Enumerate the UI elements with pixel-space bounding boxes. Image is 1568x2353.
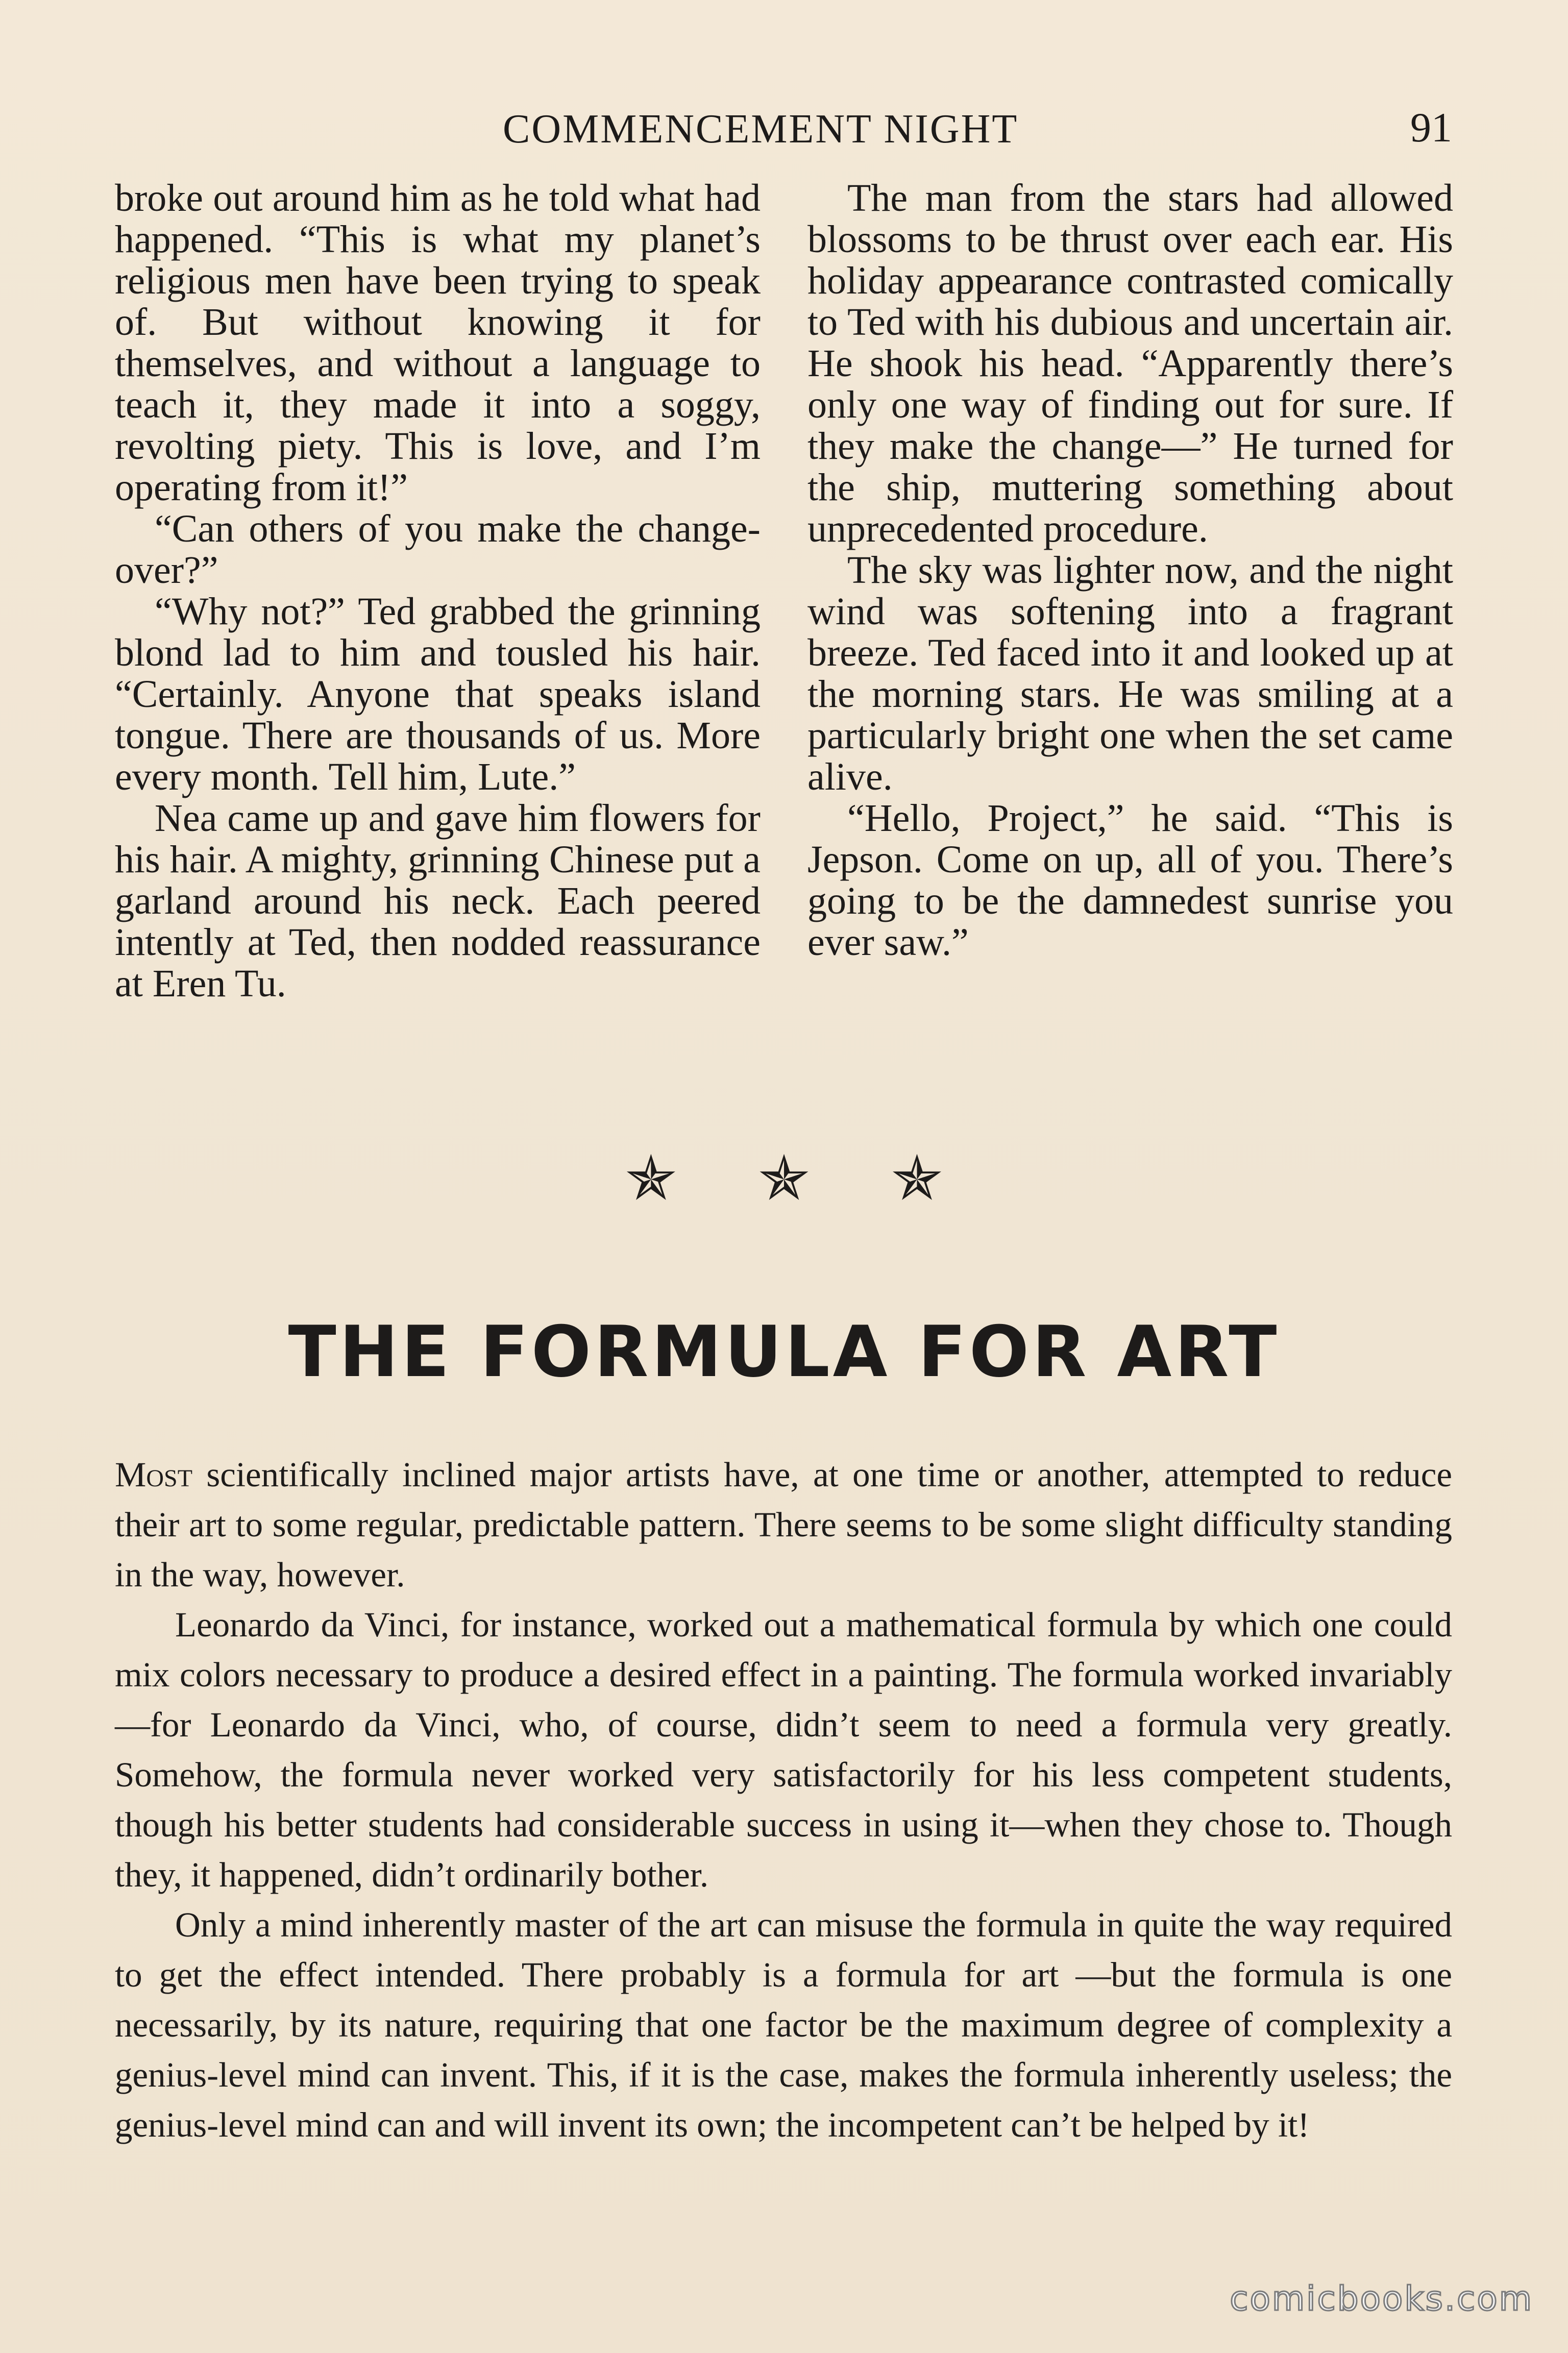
story-paragraph: broke out around him as he told what had happened. “This is what my planet’s religious men have been trying to speak of. But without knowing it for themselves, and without a language to teach it, they made it into a soggy, revolting piety. This is love, and I’m operating from it!” <box>115 177 761 509</box>
page-number: 91 <box>1410 104 1452 151</box>
star-icon: ✯ <box>891 1143 943 1214</box>
page-header <box>115 105 1452 161</box>
lead-word: Most <box>115 1455 193 1494</box>
site-watermark: comicbooks.com <box>1230 2279 1533 2318</box>
story-paragraph: The sky was lighter now, and the night wind was softening into a fragrant breeze. Ted faced into it and looked up at the morning stars. He was smiling at a particularly bright one when the set came alive. <box>807 549 1453 798</box>
article-paragraph: Leonardo da Vinci, for instance, worked out a mathematical formula by which one could mix colors necessary to produce a desired effect in a painting. The formula worked invariably—for Leonardo da Vinci, who, of course, didn’t seem to need a formula very greatly. Somehow, the formula never worked very satisfactorily for his less competent students, though his better students had considerable success in using it—when they chose to. Though they, it happened, didn’t ordinarily bother. <box>115 1605 1452 1894</box>
story-paragraph: “Can others of you make the change-over?” <box>115 507 761 592</box>
article-paragraph: Only a mind inherently master of the art can misuse the formula in quite the way required to get the effect intended. There probably is a formula for art —but the formula is one necessarily, by its nature, requiring that one factor be the maximum degree of complexity a genius-level mind can invent. This, if it is the case, makes the formula inherently useless; the genius-level mind can and will invent its own; the incompetent can’t be helped by it! <box>115 1905 1452 2144</box>
story-paragraph: “Why not?” Ted grabbed the grinning blond lad to him and tousled his hair. “Certainly. Anyone that speaks island tongue. There are thousands of us. More every month. Tell him, Lute.” <box>115 590 761 798</box>
lead-text: scientifically inclined major artists have, at one time or another, attempted to reduce their art to some regular, predictable pattern. There seems to be some slight difficulty standing in the way, however. <box>115 1455 1452 1594</box>
article-lead-paragraph <box>115 1450 1452 1600</box>
story-paragraph: The man from the stars had allowed blossoms to be thrust over each ear. His holiday appearance contrasted comically to Ted with his dubious and uncertain air. He shook his head. “Apparently there’s only one way of finding out for sure. If they make the change—” He turned for the ship, muttering something about unprecedented procedure. <box>807 177 1453 550</box>
story-paragraph: “Hello, Project,” he said. “This is Jepson. Come on up, all of you. There’s going to be the damnedest sunrise you ever saw.” <box>807 797 1453 964</box>
section-divider <box>0 1143 1568 1214</box>
star-icon: ✯ <box>758 1143 810 1214</box>
story-right-column <box>807 178 1453 963</box>
article-body <box>115 1450 1452 2150</box>
story-left-column <box>115 178 761 1004</box>
article-title: THE FORMULA FOR ART <box>288 1311 1280 1393</box>
story-paragraph: Nea came up and gave him flowers for his hair. A mighty, grinning Chinese put a garland around his neck. Each peered intently at Ted, then nodded reassurance at Eren Tu. <box>115 797 761 1005</box>
running-title: COMMENCEMENT NIGHT <box>503 107 1019 152</box>
star-icon: ✯ <box>625 1143 677 1214</box>
